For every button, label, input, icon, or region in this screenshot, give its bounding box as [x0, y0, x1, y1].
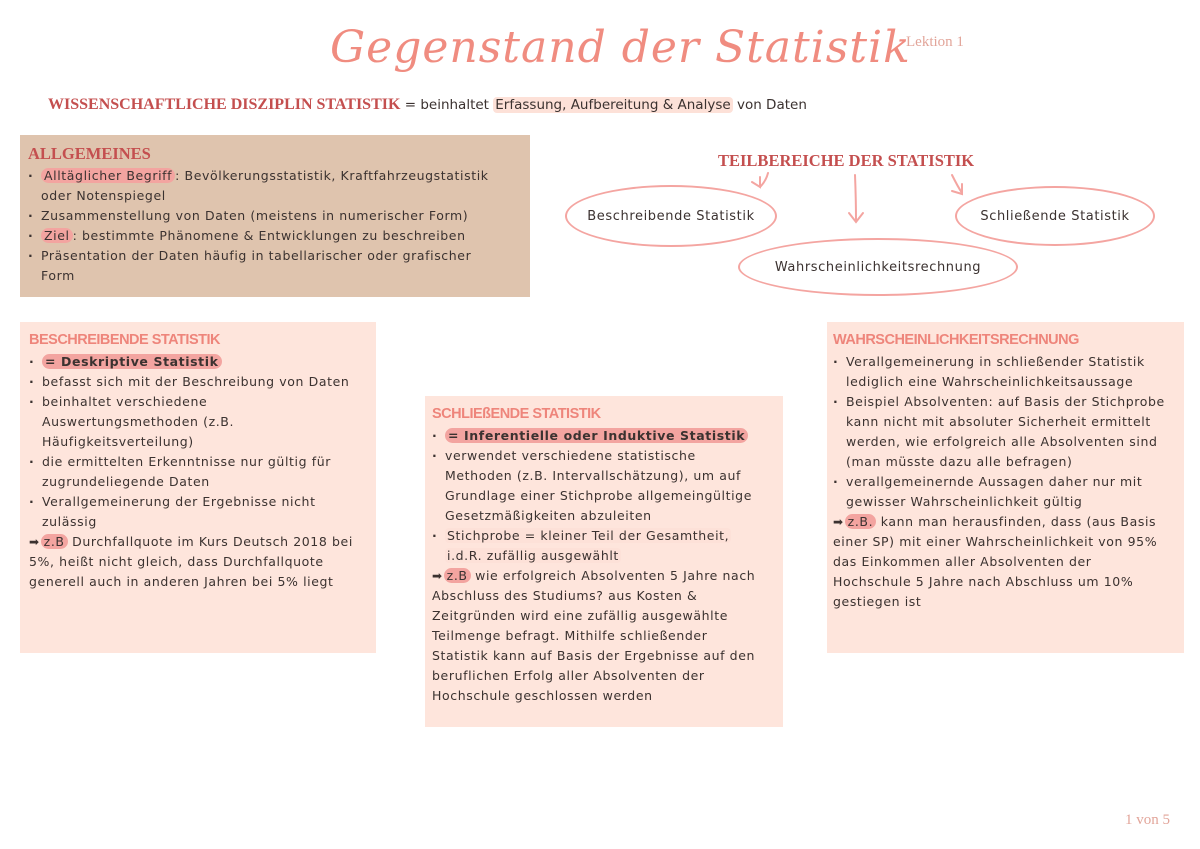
teilbereich-label: Wahrscheinlichkeitsrechnung — [774, 259, 982, 275]
example-item — [833, 512, 1168, 612]
stichprobe-highlight-2: i.d.R. zufällig ausgewählt — [447, 548, 619, 563]
teilbereich-schliessende — [955, 186, 1155, 246]
ziel-tag: Ziel — [41, 228, 73, 243]
list-item — [432, 526, 783, 566]
page-number: 1 von 5 — [1125, 812, 1170, 828]
arrow-right — [952, 175, 962, 194]
schliessende-box — [425, 396, 783, 727]
definition-highlight: Erfassung, Aufbereitung & Analyse — [495, 97, 731, 113]
allgemeines-title: ALLGEMEINES — [28, 144, 151, 163]
teilbereich-label: Schließende Statistik — [980, 208, 1130, 224]
list-item-text: Beispiel Absolventen: auf Basis der Stichprobe kann nicht mit absoluter Sicherheit ermittelt werden, wie erfolgreich alle Absolventen sind (man müsste dazu alle befragen) — [846, 394, 1165, 469]
inferentiell-tag: = Inferentielle oder Induktive Statistik — [445, 428, 748, 443]
teilbereich-label: Beschreibende Statistik — [587, 208, 755, 224]
list-item — [29, 492, 342, 532]
list-item-text: : Bevölkerungsstatistik, Kraftfahrzeugstatistik — [175, 168, 489, 183]
list-item — [833, 352, 1171, 392]
list-item — [29, 352, 376, 372]
wahrscheinlichkeit-title: WAHRSCHEINLICHKEITSRECHNUNG — [833, 332, 1079, 348]
example-item — [432, 566, 767, 706]
discipline-heading: WISSENSCHAFTLICHE DISZIPLIN STATISTIK — [48, 96, 401, 113]
list-item — [29, 392, 342, 452]
example-item — [29, 532, 359, 592]
list-item-text-cont: Form — [41, 268, 75, 283]
list-item-text: Verallgemeinerung in schließender Statistik lediglich eine Wahrscheinlichkeitsaussage — [846, 354, 1145, 389]
list-item — [833, 472, 1171, 512]
list-item-text: verallgemeinernde Aussagen daher nur mit gewisser Wahrscheinlichkeit gültig — [846, 474, 1143, 509]
lesson-label: Lektion 1 — [906, 34, 964, 50]
example-text: wie erfolgreich Absolventen 5 Jahre nach Abschluss des Studiums? aus Kosten & Zeitgründen wird eine zufällig ausgewählte Teilmenge befragt. Mithilfe schließender Statistik kann auf Basis der Ergebnisse auf den beruflichen Erfolg aller Absolventen der Hochschule geschlossen werden — [432, 568, 756, 703]
definition-text-1: = beinhaltet — [400, 97, 494, 113]
arrow-middle — [849, 175, 863, 222]
list-item — [432, 426, 783, 446]
example-tag: z.B — [41, 534, 68, 549]
allgemeines-list — [28, 166, 530, 286]
teilbereich-beschreibende — [565, 185, 777, 247]
definition-text-2: von Daten — [732, 97, 807, 113]
list-item — [29, 372, 376, 392]
arrow-left — [752, 173, 768, 187]
list-item — [833, 392, 1176, 472]
example-text: Durchfallquote im Kurs Deutsch 2018 bei 5%, heißt nicht gleich, dass Durchfallquote generell auch in anderen Jahren bei 5% liegt — [29, 534, 353, 589]
beschreibende-list — [29, 352, 376, 592]
list-item-text: die ermittelten Erkenntnisse nur gültig für zugrundeliegende Daten — [42, 454, 331, 489]
stichprobe-highlight-1: Stichprobe = kleiner Teil der Gesamtheit, — [447, 528, 730, 543]
list-item-text: : bestimmte Phänomene & Entwicklungen zu beschreiben — [72, 228, 466, 243]
list-item-text: beinhaltet verschiedene Auswertungsmethoden (z.B. Häufigkeitsverteilung) — [42, 394, 235, 449]
page-title: Gegenstand der Statistik — [330, 22, 911, 73]
beschreibende-box — [20, 322, 376, 653]
list-item-text-cont: oder Notenspiegel — [41, 188, 166, 203]
list-item — [28, 166, 530, 206]
schliessende-list — [432, 426, 783, 706]
list-item — [28, 226, 530, 246]
arrow-right-icon: ➡ — [29, 535, 40, 549]
list-item-text: Präsentation der Daten häufig in tabellarischer oder grafischer — [41, 248, 472, 263]
list-item-text: verwendet verschiedene statistische Methoden (z.B. Intervallschätzung), um auf Grundlage einer Stichprobe allgemeingültige Gesetzmäßigkeiten abzuleiten — [445, 448, 752, 523]
list-item — [28, 246, 530, 286]
arrow-right-icon: ➡ — [833, 515, 844, 529]
deskriptiv-tag: = Deskriptive Statistik — [42, 354, 222, 369]
arrow-right-icon: ➡ — [432, 569, 443, 583]
beschreibende-title: BESCHREIBENDE STATISTIK — [29, 332, 220, 348]
list-item-text: Zusammenstellung von Daten (meistens in numerischer Form) — [41, 208, 469, 223]
list-item-text: Verallgemeinerung der Ergebnisse nicht zulässig — [42, 494, 316, 529]
discipline-definition — [48, 96, 807, 114]
wahrscheinlichkeit-list — [833, 352, 1184, 612]
example-text: kann man herausfinden, dass (aus Basis einer SP) mit einer Wahrscheinlichkeit von 95% das Einkommen aller Absolventen der Hochschule 5 Jahre nach Abschluss um 10% gestiegen ist — [833, 514, 1158, 609]
list-item — [29, 452, 352, 492]
list-item — [28, 206, 530, 226]
alltag-tag: Alltäglicher Begriff — [41, 168, 175, 183]
schliessende-title: SCHLIEßENDE STATISTIK — [432, 406, 601, 422]
wahrscheinlichkeit-box — [827, 322, 1184, 653]
teilbereich-wahrscheinlichkeit — [738, 238, 1018, 296]
example-tag: z.B — [444, 568, 471, 583]
allgemeines-box — [20, 135, 530, 297]
teilbereiche-title: TEILBEREICHE DER STATISTIK — [718, 151, 975, 170]
list-item — [432, 446, 765, 526]
list-item-text: befasst sich mit der Beschreibung von Daten — [42, 374, 350, 389]
example-tag: z.B. — [845, 514, 876, 529]
